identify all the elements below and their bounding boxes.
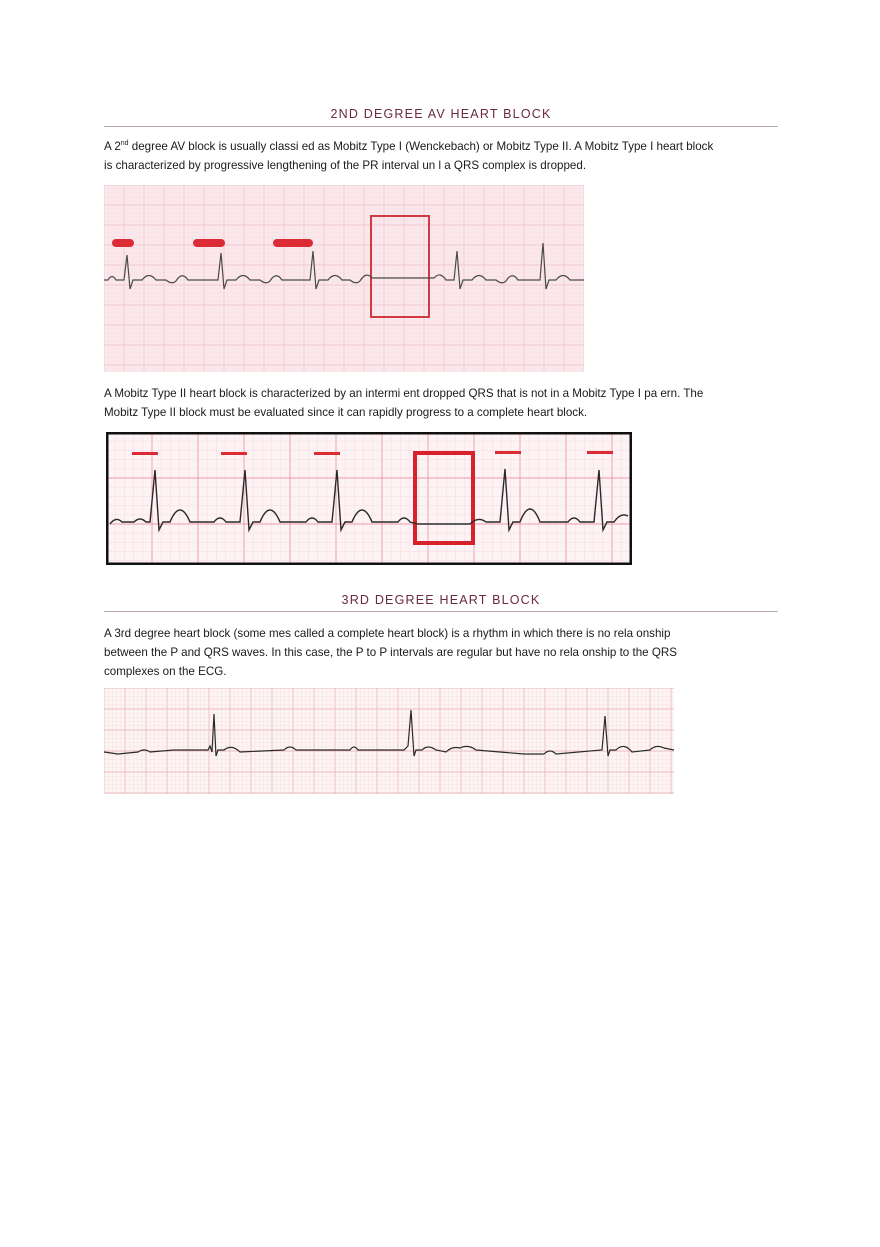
ecg-strip-mobitz-type-1 <box>104 185 584 372</box>
ecg-grid <box>104 185 584 372</box>
section-title-2nd-degree: 2ND DEGREE AV HEART BLOCK <box>330 107 552 121</box>
p-wave-marker <box>495 451 521 454</box>
mobitz2-line1: A Mobitz Type II heart block is characterized by an intermi ent dropped QRS that is not in a Mobitz Type I pa ern. The <box>104 387 704 400</box>
section-divider <box>104 611 778 612</box>
pr-interval-marker <box>112 239 134 247</box>
ecg-strip-mobitz-type-2 <box>106 432 632 565</box>
third-degree-line3: complexes on the ECG. <box>104 665 227 678</box>
paragraph-3rd-degree <box>104 624 780 681</box>
pr-interval-marker <box>273 239 313 247</box>
intro-line2: is characterized by progressive lengthening of the PR interval un l a QRS complex is dropped. <box>104 159 587 172</box>
pr-interval-marker <box>193 239 225 247</box>
intro-prefix: A 2 <box>104 140 121 153</box>
third-degree-line2: between the P and QRS waves. In this case, the P to P intervals are regular but have no rela onship to the QRS <box>104 646 677 659</box>
paragraph-2nd-degree-intro <box>104 137 780 175</box>
intro-superscript: nd <box>120 140 129 148</box>
p-wave-marker <box>587 451 613 454</box>
paragraph-mobitz-type-2 <box>104 384 780 422</box>
p-wave-marker <box>221 452 247 455</box>
mobitz2-line2: Mobitz Type II block must be evaluated since it can rapidly progress to a complete heart block. <box>104 406 588 419</box>
section-title-3rd-degree: 3RD DEGREE HEART BLOCK <box>341 593 541 607</box>
p-wave-marker <box>132 452 158 455</box>
intro-line1: degree AV block is usually classi ed as Mobitz Type I (Wenckebach) or Mobitz Type II. A Mobitz Type I heart block <box>128 140 714 153</box>
section-divider <box>104 126 778 127</box>
third-degree-line1: A 3rd degree heart block (some mes called a complete heart block) is a rhythm in which there is no rela onship <box>104 627 671 640</box>
ecg-strip-3rd-degree <box>104 688 674 794</box>
p-wave-marker <box>314 452 340 455</box>
